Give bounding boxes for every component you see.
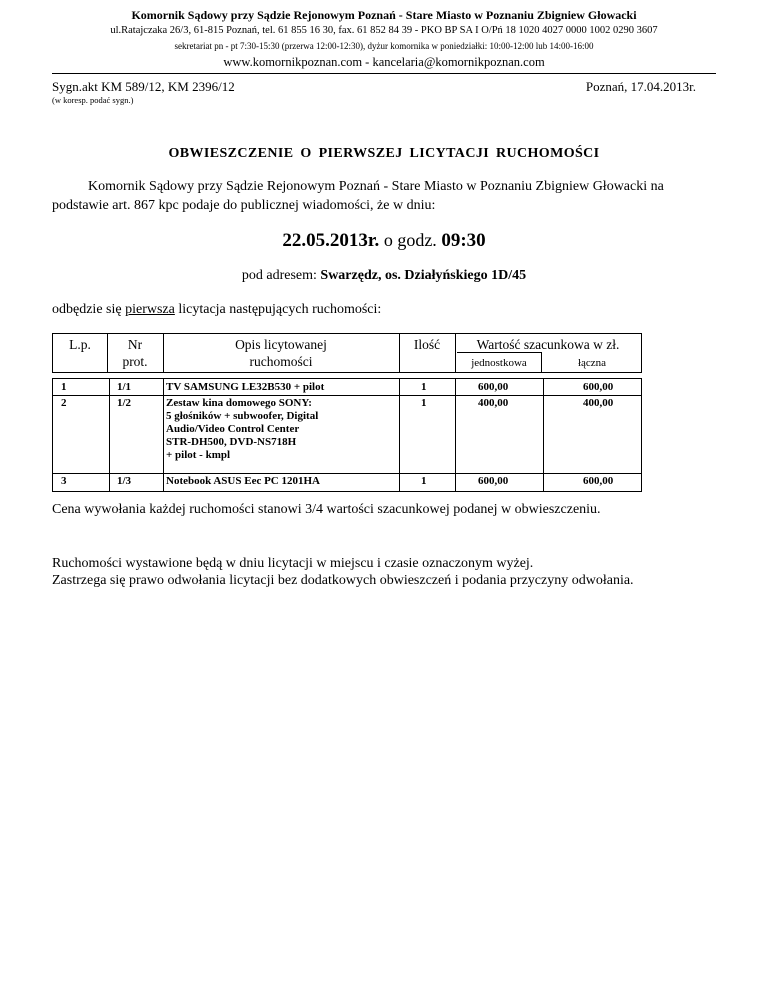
header-unit: jednostkowa — [471, 357, 527, 369]
header-description: Opis licytowanej ruchomości — [235, 337, 327, 369]
header-nr: Nr prot. — [122, 337, 148, 369]
table-header — [52, 333, 642, 373]
correspondence-note: (w koresp. podać sygn.) — [52, 95, 134, 105]
header-lp: L.p. — [69, 337, 91, 352]
office-hours: sekretariat pn - pt 7:30-15:30 (przerwa 12:00-12:30), dyżur komornika w poniedziałki: 10:00-12:00 lub 14:00-16:00 — [174, 41, 594, 51]
auction-text-underlined: pierwsza — [125, 302, 175, 317]
header-total: łączna — [577, 357, 607, 369]
auction-text-after: licytacja następujących ruchomości: — [178, 302, 382, 317]
office-name: Komornik Sądowy przy Sądzie Rejonowym Poznań - Stare Miasto w Poznaniu Zbigniew Głowacki — [131, 8, 637, 22]
header-value: Wartość szacunkowa w zł. — [476, 337, 620, 352]
place-date: Poznań, 17.04.2013r. — [585, 79, 696, 94]
intro-paragraph: Komornik Sądowy przy Sądzie Rejonowym Poznań - Stare Miasto w Poznaniu Zbigniew Głowacki na podstawie art. 867 kpc podaje do publicznej wiadomości, że w dniu: — [52, 179, 664, 213]
footer-paragraph-2: Zastrzega się prawo odwołania licytacji bez dodatkowych obwieszczeń i podania przyczyny odwołania. — [52, 573, 634, 588]
auction-date: 22.05.2013r. — [282, 230, 380, 251]
footer-paragraph-1: Ruchomości wystawione będą w dniu licytacji w miejscu i czasie oznaczonym wyżej. — [52, 556, 534, 571]
auction-sentence — [52, 302, 381, 318]
row-description: Zestaw kina domowego SONY: 5 głośników + subwoofer, Digital Audio/Video Control Center STR-DH500, DVD-NS718H + pilot - kmpl — [166, 397, 319, 461]
auction-text-before: odbędzie się — [52, 302, 122, 317]
auction-address-line — [0, 268, 768, 284]
office-address: ul.Ratajczaka 26/3, 61-815 Poznań, tel. 61 855 16 30, fax. 61 852 84 39 - PKO BP SA I O/Pń 18 1020 4027 0000 1002 0290 3607 — [110, 25, 658, 36]
header-divider — [52, 73, 716, 74]
auction-time: 09:30 — [441, 230, 486, 251]
case-signature: Sygn.akt KM 589/12, KM 2396/12 — [52, 79, 235, 94]
auction-time-prefix: o godz. — [383, 230, 437, 250]
address-prefix: pod adresem: — [241, 268, 317, 283]
auction-address: Swarzędz, os. Działyńskiego 1D/45 — [320, 268, 527, 283]
document-title: OBWIESZCZENIE O PIERWSZEJ LICYTACJI RUCHOMOŚCI — [168, 146, 600, 161]
header-quantity: Ilość — [413, 337, 441, 352]
auction-datetime — [0, 230, 768, 252]
office-web: www.komornikpoznan.com - kancelaria@komornikpoznan.com — [223, 55, 545, 69]
starting-price-note: Cena wywołania każdej ruchomości stanowi 3/4 wartości szacunkowej podanej w obwieszczeniu. — [52, 502, 601, 517]
items-table: 1 1/1 TV SAMSUNG LE32B530 + pilot 1 600,00 600,00 2 1/2 Zestaw kina domowego SONY: 5 głośników + subwoofer, Digital Audio/Video Control Center STR-DH500, DVD-NS718H + pilot - kmpl 1 400,00 400,00 3 1/3 Notebook ASUS Eec PC 1201HA 1 600,00 600,00 — [52, 378, 642, 492]
